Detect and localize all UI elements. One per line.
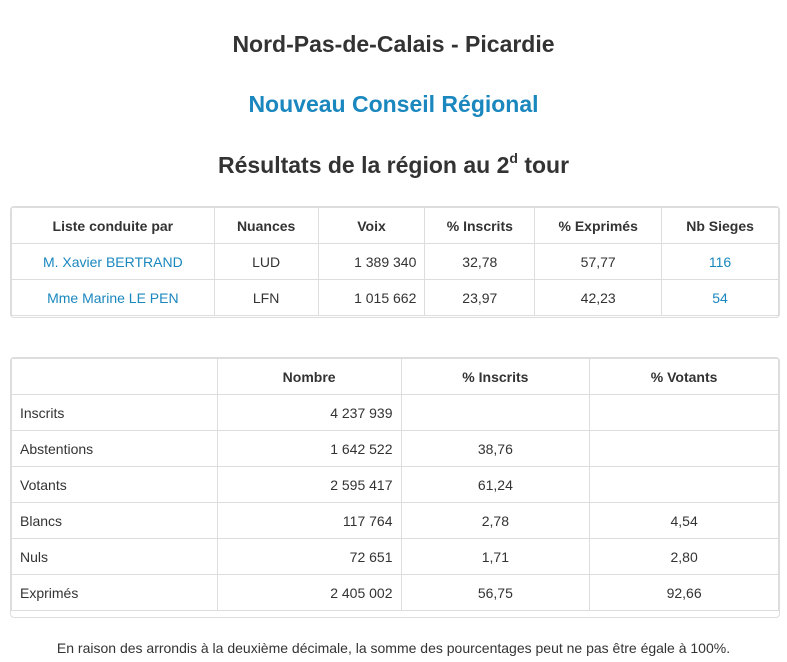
votants-cell: 4,54 bbox=[590, 503, 779, 539]
inscrits-cell: 38,76 bbox=[401, 431, 590, 467]
table-row bbox=[12, 395, 779, 431]
nombre-cell: 2 595 417 bbox=[217, 467, 401, 503]
nuance-cell: LFN bbox=[214, 280, 318, 316]
table-row bbox=[12, 575, 779, 611]
row-label: Votants bbox=[12, 467, 218, 503]
lists-table-header bbox=[12, 208, 779, 244]
votants-cell bbox=[590, 467, 779, 503]
nombre-cell: 4 237 939 bbox=[217, 395, 401, 431]
lists-table bbox=[11, 207, 779, 316]
header-cell bbox=[12, 359, 218, 395]
leader-link[interactable]: Mme Marine LE PEN bbox=[12, 280, 215, 316]
header-cell: % Inscrits bbox=[425, 208, 535, 244]
header-cell: % Exprimés bbox=[535, 208, 662, 244]
inscrits-cell: 61,24 bbox=[401, 467, 590, 503]
inscrits-cell: 56,75 bbox=[401, 575, 590, 611]
results-heading-prefix: Résultats de la région au 2 bbox=[217, 152, 510, 178]
row-label: Inscrits bbox=[12, 395, 218, 431]
header-cell: % Votants bbox=[590, 359, 779, 395]
region-title: Nord-Pas-de-Calais - Picardie bbox=[232, 31, 555, 57]
results-heading-suffix: tour bbox=[517, 152, 570, 178]
table-row bbox=[12, 539, 779, 575]
inscrits-cell: 1,71 bbox=[401, 539, 590, 575]
nombre-cell: 1 642 522 bbox=[217, 431, 401, 467]
table-row bbox=[12, 467, 779, 503]
table-row bbox=[12, 503, 779, 539]
votants-cell bbox=[590, 431, 779, 467]
header-cell: Nombre bbox=[217, 359, 401, 395]
nombre-cell: 117 764 bbox=[217, 503, 401, 539]
results-heading bbox=[0, 150, 787, 179]
header-cell: Voix bbox=[318, 208, 425, 244]
row-label: Abstentions bbox=[12, 431, 218, 467]
inscrits-cell: 23,97 bbox=[425, 280, 535, 316]
header-cell: Nb Sieges bbox=[662, 208, 779, 244]
sieges-link[interactable]: 116 bbox=[662, 244, 779, 280]
votants-cell: 92,66 bbox=[590, 575, 779, 611]
table-row bbox=[12, 431, 779, 467]
leader-link[interactable]: M. Xavier BERTRAND bbox=[12, 244, 215, 280]
council-subtitle: Nouveau Conseil Régional bbox=[248, 91, 539, 117]
inscrits-cell: 2,78 bbox=[401, 503, 590, 539]
results-heading-sup: d bbox=[509, 150, 518, 166]
nombre-cell: 72 651 bbox=[217, 539, 401, 575]
rounding-footnote: En raison des arrondis à la deuxième décimale, la somme des pourcentages peut ne pas être égale à 100%. bbox=[56, 640, 731, 656]
votants-cell: 2,80 bbox=[590, 539, 779, 575]
inscrits-cell bbox=[401, 395, 590, 431]
stats-table-header bbox=[12, 359, 779, 395]
row-label: Nuls bbox=[12, 539, 218, 575]
stats-table bbox=[11, 358, 779, 611]
exprimes-cell: 57,77 bbox=[535, 244, 662, 280]
header-cell: Nuances bbox=[214, 208, 318, 244]
table-row bbox=[12, 244, 779, 280]
header-cell: Liste conduite par bbox=[12, 208, 215, 244]
row-label: Exprimés bbox=[12, 575, 218, 611]
nuance-cell: LUD bbox=[214, 244, 318, 280]
table-row bbox=[12, 280, 779, 316]
sieges-link[interactable]: 54 bbox=[662, 280, 779, 316]
row-label: Blancs bbox=[12, 503, 218, 539]
nombre-cell: 2 405 002 bbox=[217, 575, 401, 611]
voix-cell: 1 015 662 bbox=[318, 280, 425, 316]
inscrits-cell: 32,78 bbox=[425, 244, 535, 280]
exprimes-cell: 42,23 bbox=[535, 280, 662, 316]
votants-cell bbox=[590, 395, 779, 431]
voix-cell: 1 389 340 bbox=[318, 244, 425, 280]
header-cell: % Inscrits bbox=[401, 359, 590, 395]
